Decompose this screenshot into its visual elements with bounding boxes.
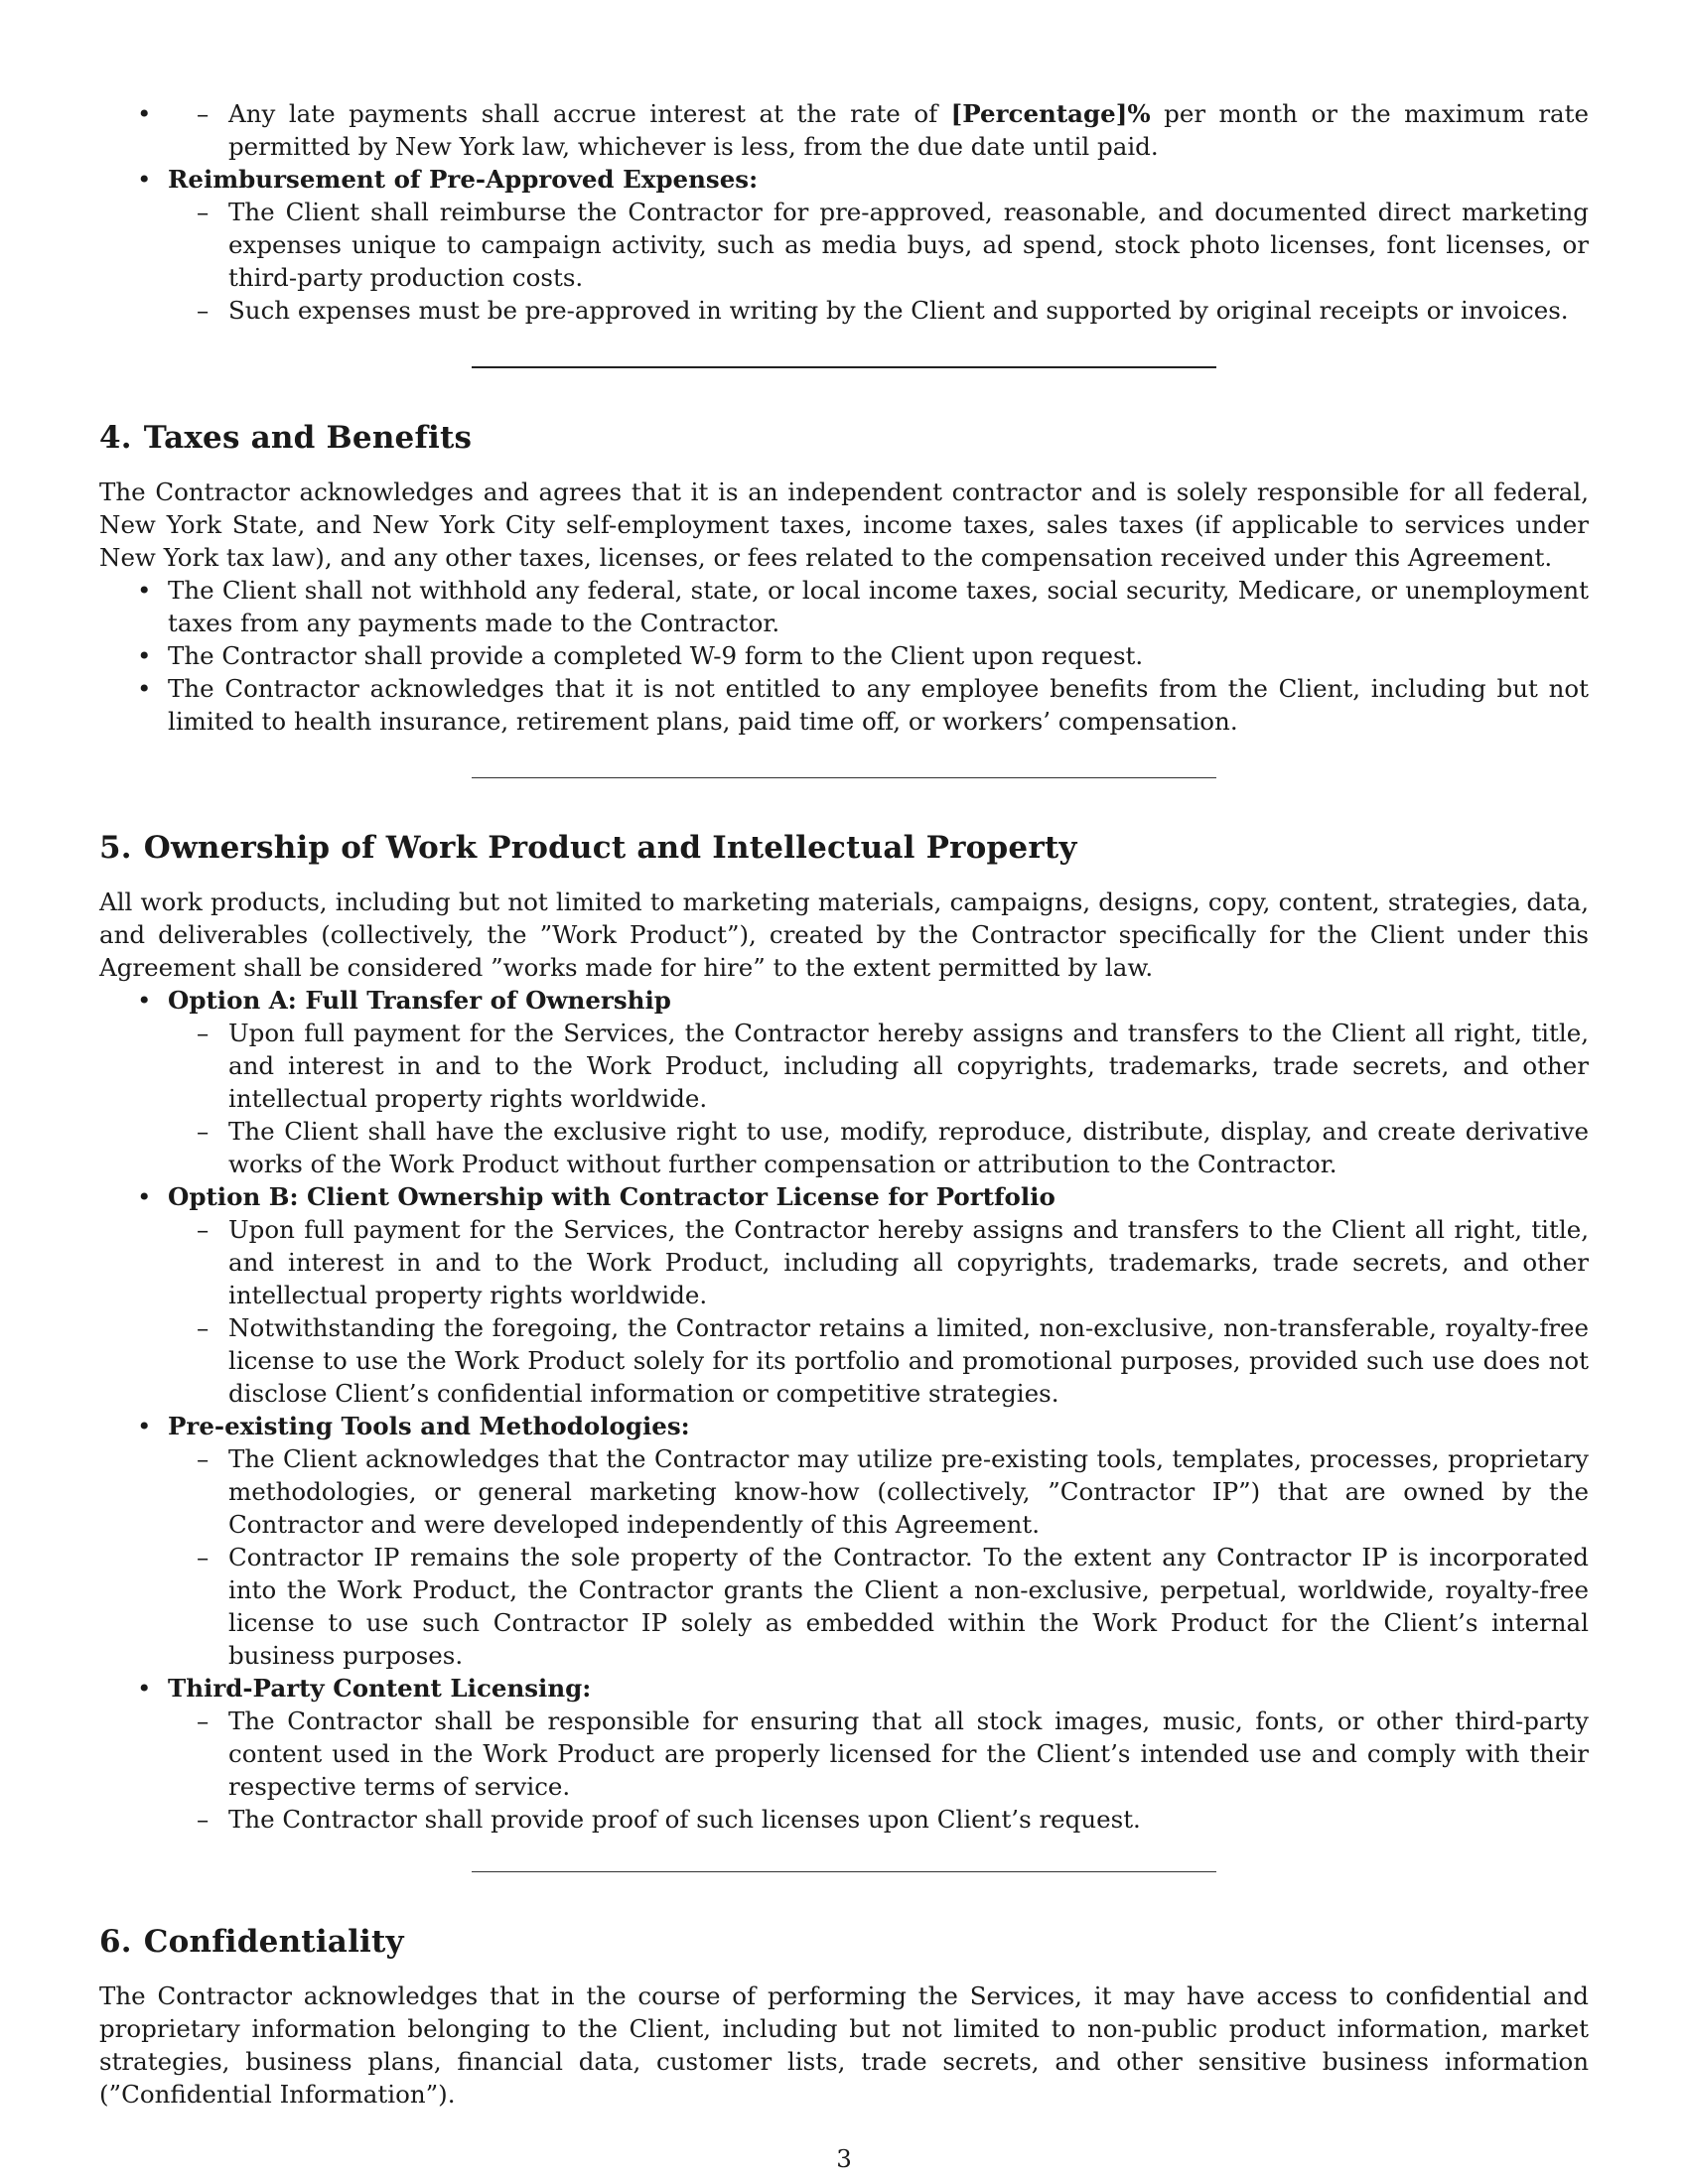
third-party-sublist — [168, 1705, 1589, 1836]
option-heading: Option A: Full Transfer of Ownership — [168, 986, 671, 1015]
option-item: – Notwithstanding the foregoing, the Contractor retains a limited, non-exclusive, non-transferable, royalty-free license to use the Work Product solely for its portfolio and promotional purposes, provided such use does not disclose Client’s confidential information or competitive strategies. — [168, 1311, 1589, 1410]
section-divider — [472, 1871, 1216, 1872]
section-heading-ownership: 5. Ownership of Work Product and Intellectual Property — [99, 830, 1077, 866]
reimbursement-item: – The Client shall reimburse the Contractor for pre-approved, reasonable, and documented direct marketing expenses unique to campaign activity, such as media buys, ad spend, stock photo licenses, font licenses, or third-party production costs. — [168, 196, 1589, 294]
page-number: 3 — [836, 2144, 852, 2173]
option-item: – Upon full payment for the Services, the Contractor hereby assigns and transfers to the Client all right, title, and interest in and to the Work Product, including all copyrights, trademarks, trade secrets, and other intellectual property rights worldwide. — [168, 1213, 1589, 1311]
document-page — [99, 97, 1589, 2111]
third-party-bullet — [99, 1672, 1589, 1836]
option-item: – The Client shall have the exclusive right to use, modify, reproduce, distribute, display, and create derivative works of the Work Product without further compensation or attribution to the Contractor. — [168, 1115, 1589, 1180]
reimbursement-sublist — [168, 196, 1589, 327]
option-item: – Upon full payment for the Services, the Contractor hereby assigns and transfers to the Client all right, title, and interest in and to the Work Product, including all copyrights, trademarks, trade secrets, and other intellectual property rights worldwide. — [168, 1017, 1589, 1115]
option-item: – The Contractor shall be responsible for ensuring that all stock images, music, fonts, or other third-party content used in the Work Product are properly licensed for the Client’s intended use and comply with their respective terms of service. — [168, 1705, 1589, 1803]
option-heading: Third-Party Content Licensing: — [168, 1674, 592, 1703]
late-payment-wrapper — [99, 97, 1589, 163]
taxes-intro-paragraph: The Contractor acknowledges and agrees that it is an independent contractor and is solely responsible for all federal, New York State, and New York City self-employment taxes, income taxes, sales taxes (if applicable to services under New York tax law), and any other taxes, licenses, or fees related to the compensation received under this Agreement. — [99, 478, 1589, 572]
ownership-intro-paragraph: All work products, including but not limited to marketing materials, campaigns, designs, copy, content, strategies, data, and deliverables (collectively, the ”Work Product”), created by the Contractor specifically for the Client under this Agreement shall be considered ”works made for hire” to the extent permitted by law. — [99, 887, 1589, 982]
confidentiality-paragraph: The Contractor acknowledges that in the course of performing the Services, it may have access to confidential and proprietary information belonging to the Client, including but not limited to non-public product information, market strategies, business plans, financial data, customer lists, trade secrets, and other sensitive business information (”Confidential Information”). — [99, 1981, 1589, 2109]
option-item: – The Client acknowledges that the Contractor may utilize pre-existing tools, templates, processes, proprietary methodologies, or general marketing know-how (collectively, ”Contractor IP”) that are owned by the Contractor and were developed independently of this Agreement. — [168, 1442, 1589, 1541]
taxes-list — [99, 574, 1589, 738]
late-payment-prefix: Any late payments shall accrue interest at the rate of — [228, 99, 951, 128]
ownership-options-list — [99, 984, 1589, 1836]
section-heading-confidentiality: 6. Confidentiality — [99, 1924, 404, 1960]
taxes-item: • The Contractor shall provide a completed W-9 form to the Client upon request. — [99, 639, 1589, 672]
section-heading-taxes: 4. Taxes and Benefits — [99, 420, 473, 456]
reimbursement-heading: Reimbursement of Pre-Approved Expenses: — [168, 165, 759, 194]
section-divider — [472, 777, 1216, 778]
option-b-sublist — [168, 1213, 1589, 1410]
taxes-item: • The Client shall not withhold any federal, state, or local income taxes, social security, Medicare, or unemployment taxes from any payments made to the Contractor. — [99, 574, 1589, 639]
preexisting-tools-bullet — [99, 1410, 1589, 1672]
option-a-bullet — [99, 984, 1589, 1180]
option-b-bullet — [99, 1180, 1589, 1410]
option-a-sublist — [168, 1017, 1589, 1180]
reimbursement-item: – Such expenses must be pre-approved in writing by the Client and supported by original receipts or invoices. — [168, 294, 1589, 327]
option-heading: Pre-existing Tools and Methodologies: — [168, 1412, 690, 1440]
late-payment-sublist — [168, 97, 1589, 163]
percentage-placeholder: [Percentage]% — [950, 99, 1151, 128]
section3-continued-list — [99, 97, 1589, 327]
option-heading: Option B: Client Ownership with Contractor License for Portfolio — [168, 1182, 1055, 1211]
late-payment-item — [168, 97, 1589, 163]
reimbursement-bullet — [99, 163, 1589, 327]
late-payment-suffix: per month or the maximum rate permitted by New York law, whichever is less, from the due date until paid. — [228, 99, 1589, 161]
option-item: – Contractor IP remains the sole property of the Contractor. To the extent any Contractor IP is incorporated into the Work Product, the Contractor grants the Client a non-exclusive, perpetual, worldwide, royalty-free license to use such Contractor IP solely as embedded within the Work Product for the Client’s internal business purposes. — [168, 1541, 1589, 1672]
option-item: – The Contractor shall provide proof of such licenses upon Client’s request. — [168, 1803, 1589, 1836]
preexisting-tools-sublist — [168, 1442, 1589, 1672]
section-divider — [472, 366, 1216, 368]
taxes-item: • The Contractor acknowledges that it is not entitled to any employee benefits from the Client, including but not limited to health insurance, retirement plans, paid time off, or workers’ compensation. — [99, 672, 1589, 738]
